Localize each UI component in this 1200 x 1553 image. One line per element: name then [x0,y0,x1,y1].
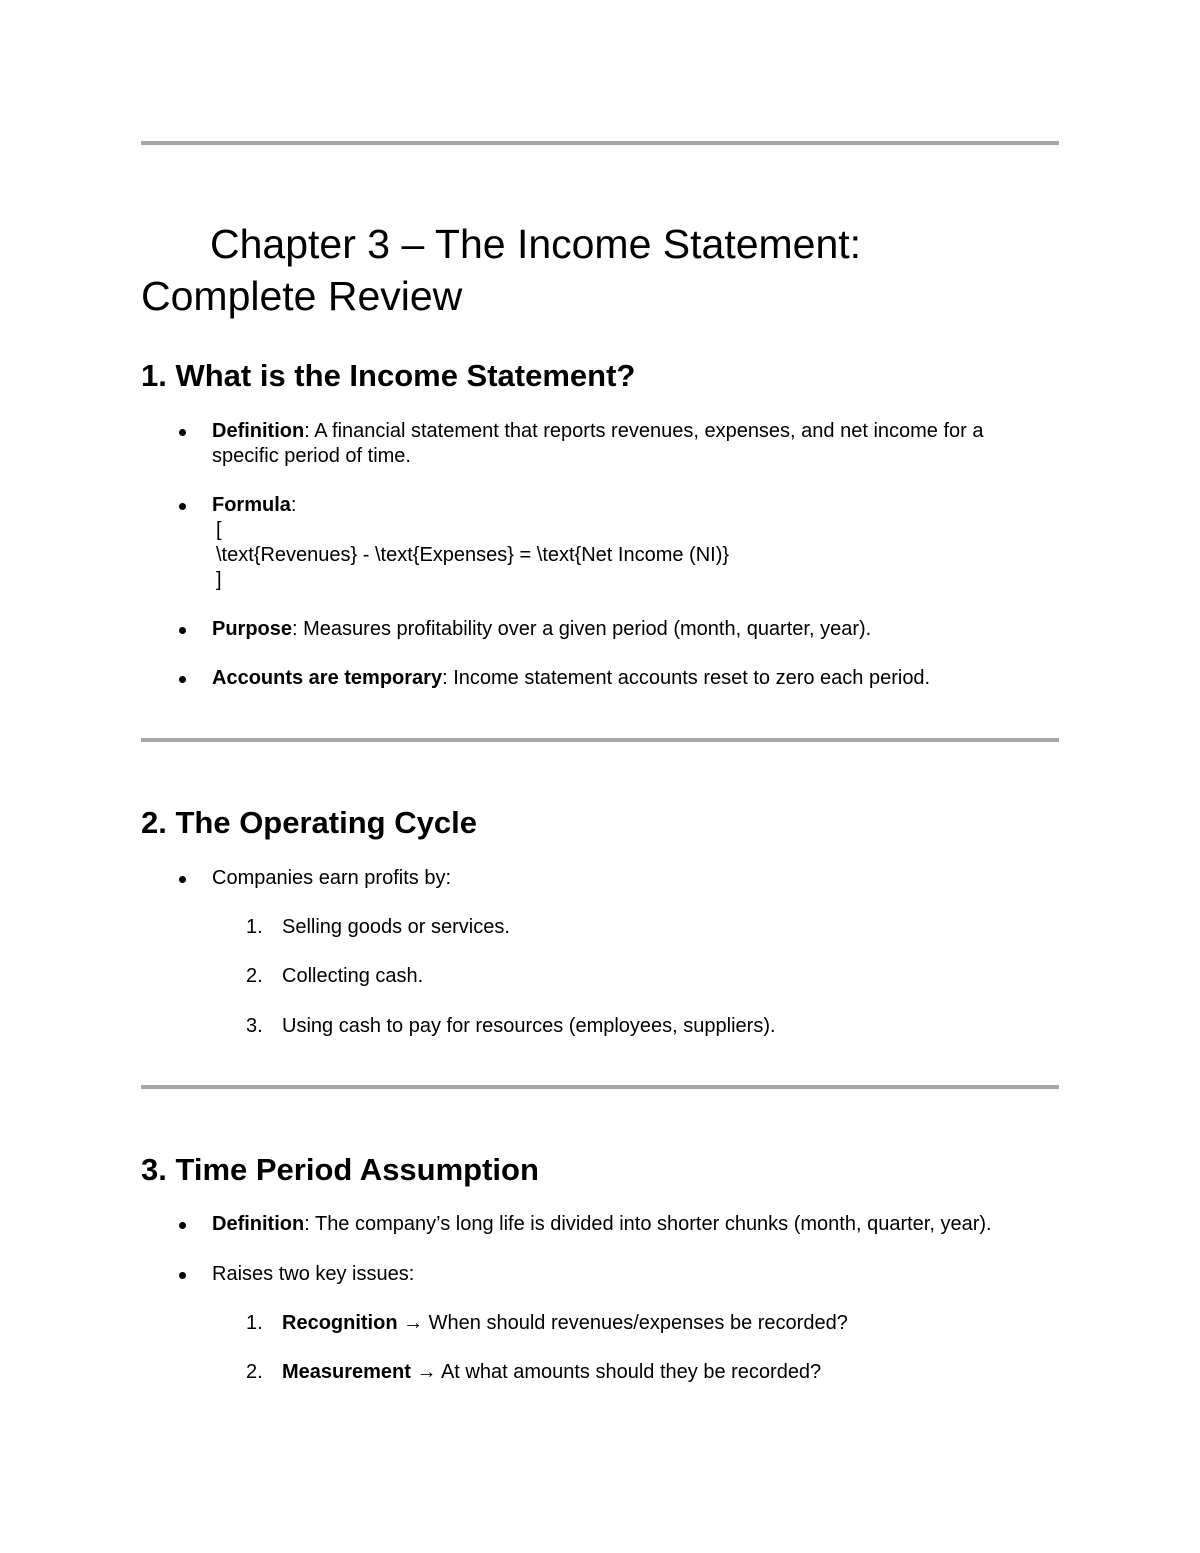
list-number: 2. [246,965,263,987]
formula-item [212,493,296,518]
purpose-text: : Measures profitability over a given period (month, quarter, year). [292,618,872,640]
time-period-term: Definition [212,1213,305,1235]
definition-text-continued: specific period of time. [212,445,411,467]
list-number: 1. [246,916,263,938]
bullet-icon [179,627,186,634]
list-item [282,1360,821,1385]
accounts-term: Accounts are temporary [212,667,443,689]
section-3-heading: 3. Time Period Assumption [141,1152,539,1187]
measurement-text: → At what amounts should they be recorded? [410,1361,822,1383]
measurement-term: Measurement [282,1361,411,1383]
time-period-definition [212,1212,992,1237]
section-divider [141,738,1059,742]
bullet-icon [179,1272,186,1279]
formula-colon: : [290,494,297,516]
list-number: 1. [246,1312,263,1334]
recognition-term: Recognition [282,1312,398,1334]
bullet-icon [179,876,186,883]
bullet-icon [179,676,186,683]
formula-close-bracket: ] [216,569,222,591]
list-item: Using cash to pay for resources (employees, suppliers). [282,1015,776,1037]
time-period-text: : The company’s long life is divided into shorter chunks (month, quarter, year). [304,1213,992,1235]
accounts-item [212,666,930,691]
section-2-heading: 2. The Operating Cycle [141,805,477,840]
formula-expression: \text{Revenues} - \text{Expenses} = \text{Net Income (NI)} [216,544,730,566]
bullet-icon [179,429,186,436]
formula-term: Formula [212,494,291,516]
definition-term: Definition [212,420,305,442]
top-divider [141,141,1059,145]
title-line-1: Chapter 3 – The Income Statement: [210,221,862,267]
issues-intro: Raises two key issues: [212,1263,415,1285]
list-number: 3. [246,1015,263,1037]
bullet-icon [179,1222,186,1229]
recognition-text: → When should revenues/expenses be recorded? [397,1312,848,1334]
page-title [141,218,1059,322]
formula-open-bracket: [ [216,519,222,541]
section-divider [141,1085,1059,1089]
list-number: 2. [246,1361,263,1383]
definition-item [212,419,984,444]
title-line-2: Complete Review [141,273,463,319]
bullet-icon [179,503,186,510]
operating-cycle-intro: Companies earn profits by: [212,867,452,889]
list-item: Selling goods or services. [282,916,510,938]
section-1-heading: 1. What is the Income Statement? [141,358,636,393]
list-item: Collecting cash. [282,965,424,987]
purpose-term: Purpose [212,618,293,640]
list-item [282,1311,848,1336]
definition-text: : A financial statement that reports revenues, expenses, and net income for a [304,420,984,442]
purpose-item [212,617,871,642]
accounts-text: : Income statement accounts reset to zero each period. [442,667,931,689]
